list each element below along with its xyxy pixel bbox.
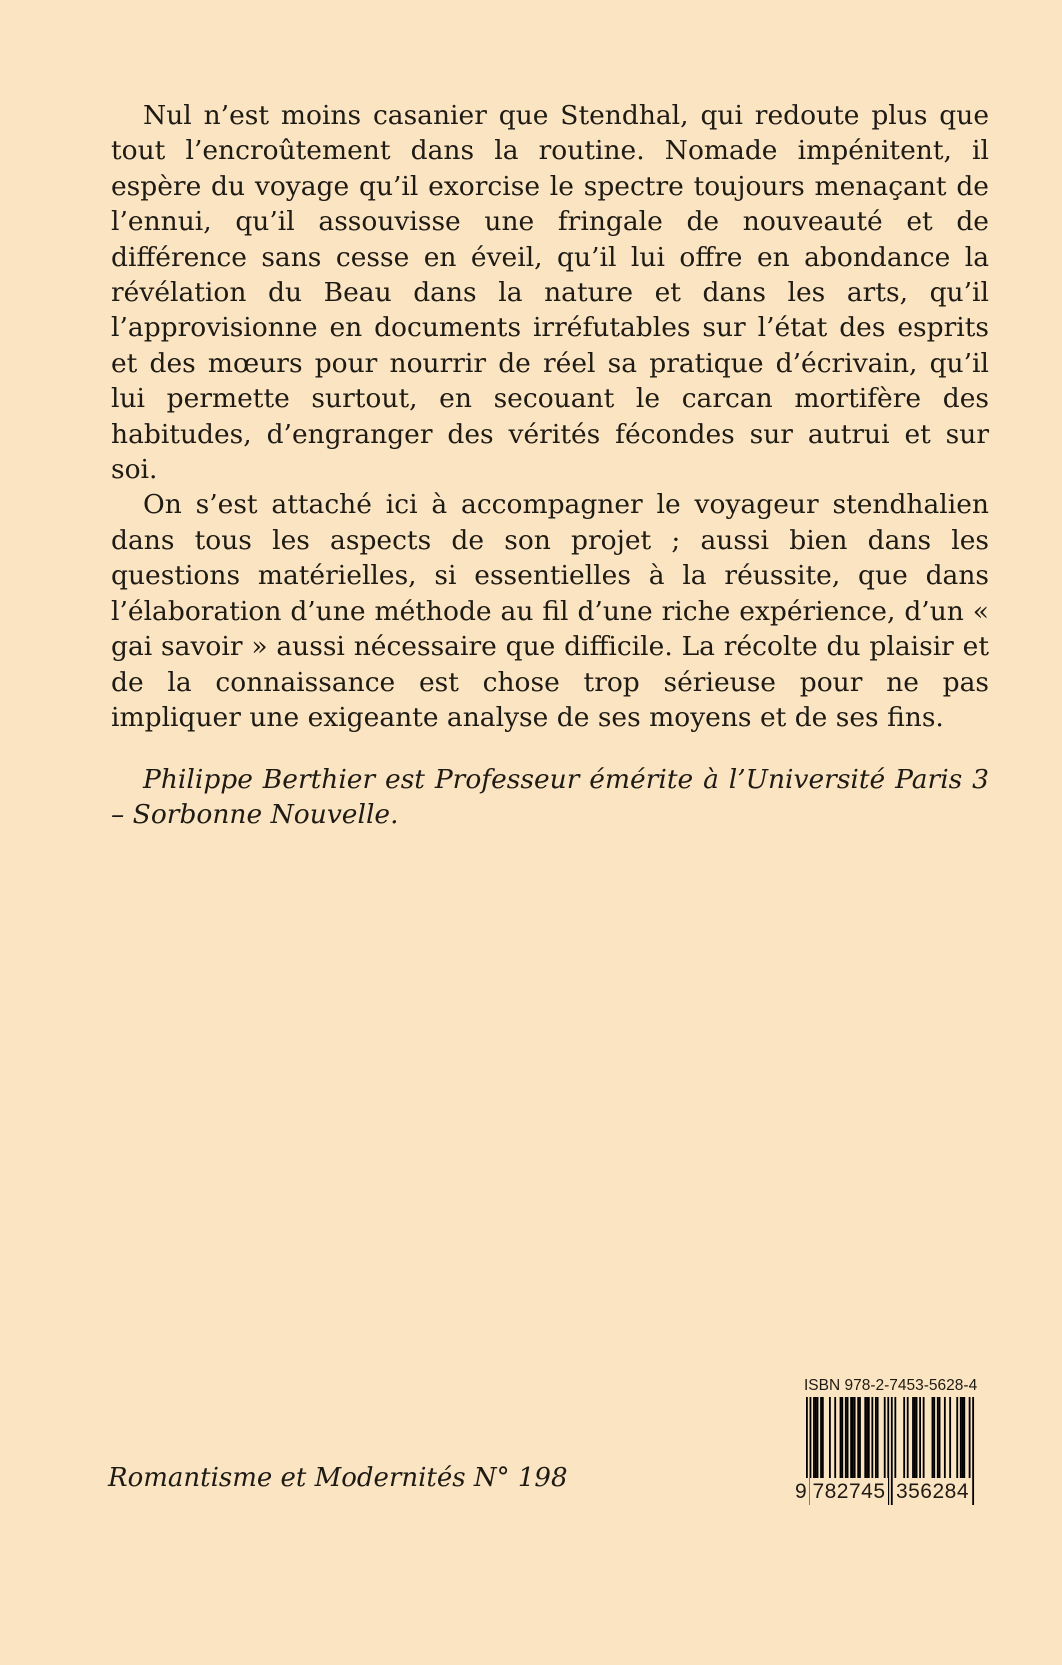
series-title: Romantisme et Modernités N° 198	[108, 1463, 568, 1493]
barcode-bar	[949, 1397, 951, 1478]
barcode-bar	[944, 1397, 946, 1478]
barcode-bar	[960, 1397, 962, 1478]
barcode-bar	[841, 1397, 843, 1478]
isbn-label: ISBN 978-2-7453-5628-4	[804, 1377, 978, 1394]
barcode-bar	[907, 1397, 909, 1478]
blurb-paragraph-1: Nul n’est moins casanier que Stendhal, qui redoute plus que tout l’encroûtement dans la routine. Nomade impénitent, il espère du voyage qu’il exorcise le spectre toujours menaçant de l’ennui, qu’il assouvisse une fringale de nouveauté et de différence sans cesse en éveil, qu’il lui offre en abondance la révélation du Beau dans la nature et dans les arts, qu’il l’approvisionne en documents irréfutables sur l’état des esprits et des mœurs pour nourrir de réel sa pratique d’écrivain, qu’il lui permette surtout, en secouant le carcan mortifère des habitudes, d’engranger des vérités fécondes sur autrui et sur soi.	[111, 100, 989, 486]
barcode-bar	[903, 1397, 905, 1478]
barcode-bar	[850, 1397, 852, 1478]
barcode-bar	[845, 1397, 847, 1478]
barcode-bar	[937, 1397, 939, 1478]
barcode-bar	[813, 1397, 815, 1478]
barcode-bar	[822, 1397, 824, 1478]
barcode-bar	[956, 1397, 958, 1478]
barcode-bar	[939, 1397, 941, 1478]
barcode-bar	[857, 1397, 859, 1478]
barcode-bar	[884, 1397, 886, 1478]
back-cover-blurb	[111, 98, 989, 735]
barcode-bar	[829, 1397, 831, 1478]
barcode-bar	[932, 1397, 934, 1478]
barcode-bar	[834, 1397, 836, 1478]
barcode-bar	[852, 1397, 854, 1478]
barcode-bar	[894, 1397, 896, 1478]
barcode-bar	[933, 1397, 935, 1478]
barcode-bar	[866, 1397, 868, 1478]
barcode-bar	[962, 1397, 964, 1478]
barcode-bar	[914, 1397, 916, 1478]
author-note: Philippe Berthier est Professeur émérite à l’Université Paris 3 – Sorbonne Nouvelle.	[111, 764, 989, 831]
barcode-bar	[820, 1397, 822, 1478]
barcode-bar	[859, 1397, 861, 1478]
barcode-lead-digit: 9	[795, 1480, 807, 1503]
blurb-paragraph-2: On s’est attaché ici à accompagner le voyageur stendhalien dans tous les aspects de son projet ; aussi bien dans les questions matérielles, si essentielles à la réussite, que dans l’élaboration d’une méthode au fil d’une riche expérience, d’un « gai savoir » aussi nécessaire que difficile. La récolte du plaisir et de la connaissance est chose trop sérieuse pour ne pas impliquer une exigeante analyse de ses moyens et de ses fins.	[111, 489, 989, 733]
barcode-bar	[854, 1397, 856, 1478]
barcode-right-digits: 356284	[893, 1478, 972, 1505]
barcode-bar	[877, 1397, 879, 1478]
isbn-barcode	[796, 1377, 978, 1505]
barcode-bar	[875, 1397, 877, 1478]
barcode-bar	[847, 1397, 849, 1478]
barcode-bar	[923, 1397, 925, 1478]
barcode-left-digits: 782745	[810, 1478, 888, 1505]
barcode-bar	[815, 1397, 817, 1478]
barcode-bar	[919, 1397, 921, 1478]
barcode-bar	[868, 1397, 870, 1478]
barcode-digits	[796, 1478, 978, 1505]
barcode-bar	[864, 1397, 866, 1478]
barcode-bar	[871, 1397, 873, 1478]
barcode-bar	[963, 1397, 965, 1478]
barcode-bar	[916, 1397, 918, 1478]
barcode-bar	[912, 1397, 914, 1478]
barcode-bar	[840, 1397, 842, 1478]
barcode-bar	[817, 1397, 819, 1478]
